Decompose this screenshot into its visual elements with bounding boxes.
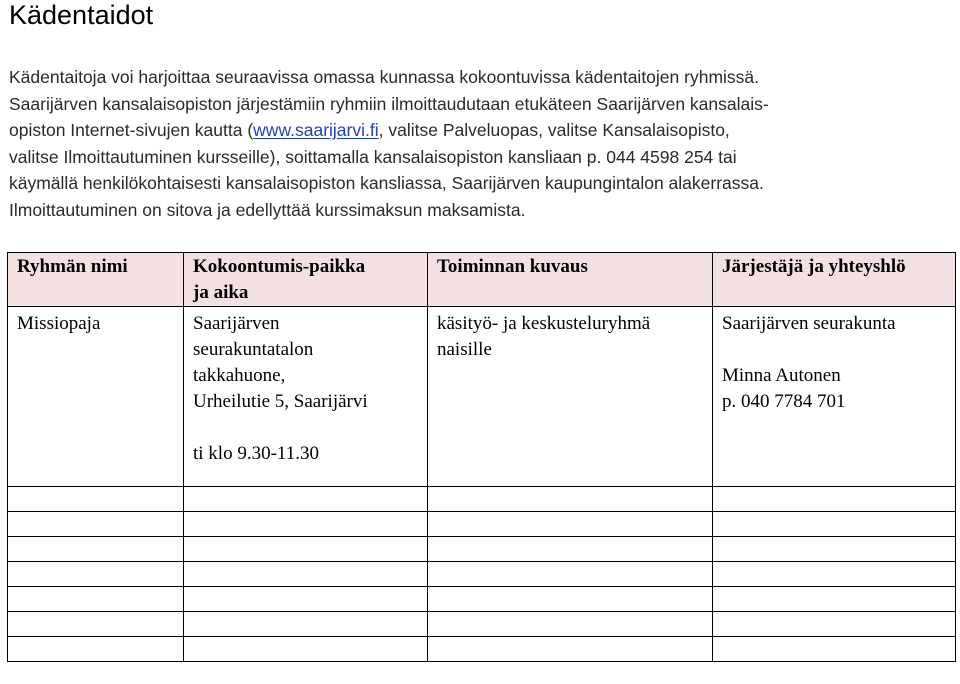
empty-row [8,487,956,512]
empty-cell [184,612,428,637]
empty-cell [8,562,184,587]
empty-cell [184,562,428,587]
empty-cell [184,512,428,537]
empty-cell [8,537,184,562]
empty-cell [428,562,713,587]
empty-cell [8,487,184,512]
empty-row [8,587,956,612]
empty-cell [713,512,956,537]
place-line: Urheilutie 5, Saarijärvi [193,391,368,412]
empty-cell [8,612,184,637]
empty-cell [184,587,428,612]
intro-line: Kädentaitoja voi harjoittaa seuraavissa omassa kunnassa kokoontuvissa kädentaitojen ryhmissä. [9,67,760,87]
empty-cell [428,637,713,662]
description-line: käsityö- ja keskusteluryhmä [437,313,651,334]
intro-line: valitse Ilmoittautuminen kursseille), soittamalla kansalaisopiston kansliaan p. 044 4598 254 tai [9,146,737,167]
intro-paragraph [9,64,954,223]
intro-line: käymällä henkilökohtaisesti kansalaisopiston kansliassa, Saarijärven kaupungintalon alakerrassa. [9,173,764,193]
empty-row [8,612,956,637]
place-line: seurakuntatalon [193,339,314,360]
empty-cell [184,637,428,662]
groups-table [7,252,956,662]
empty-cell [713,562,956,587]
header-description: Toiminnan kuvaus [428,253,713,307]
empty-cell [713,487,956,512]
empty-row [8,562,956,587]
page-title: Kädentaidot [9,0,154,30]
cell-place-time [184,307,428,487]
intro-text: , valitse Palveluopas, valitse Kansalaisopisto, [378,120,730,140]
intro-line: Ilmoittautuminen on sitova ja edellyttää kurssimaksun maksamista. [9,199,526,220]
empty-cell [713,637,956,662]
place-line: Saarijärven [193,313,280,334]
header-place-line: ja aika [193,282,249,303]
empty-cell [428,512,713,537]
header-organizer: Järjestäjä ja yhteyshlö [713,253,956,307]
table-header-row [8,253,956,307]
header-group-name: Ryhmän nimi [8,253,184,307]
header-place-time [184,253,428,307]
empty-cell [713,587,956,612]
place-line: takkahuone, [193,365,286,386]
empty-cell [428,587,713,612]
contact-phone: p. 040 7784 701 [722,391,846,412]
website-link[interactable]: www.saarijarvi.fi [253,120,379,140]
empty-cell [428,612,713,637]
empty-cell [713,537,956,562]
empty-row [8,637,956,662]
intro-line: Saarijärven kansalaisopiston järjestämiin ryhmiin ilmoittaudutaan etukäteen Saarijärven kansalais- [9,93,769,114]
cell-description [428,307,713,487]
empty-cell [8,512,184,537]
empty-cell [428,537,713,562]
empty-cell [8,587,184,612]
empty-cell [428,487,713,512]
empty-cell [8,637,184,662]
cell-organizer [713,307,956,487]
intro-line [9,117,954,144]
empty-row [8,512,956,537]
empty-row [8,537,956,562]
meeting-time: ti klo 9.30-11.30 [193,443,319,464]
cell-group-name: Missiopaja [8,307,184,487]
intro-text: opiston Internet-sivujen kautta ( [9,120,254,140]
empty-cell [184,537,428,562]
description-line: naisille [437,339,492,360]
empty-cell [184,487,428,512]
organizer-name: Saarijärven seurakunta [722,313,896,334]
header-place-line: Kokoontumis-paikka [193,256,366,277]
contact-name: Minna Autonen [722,365,841,386]
empty-cell [713,612,956,637]
table-row [8,307,956,487]
